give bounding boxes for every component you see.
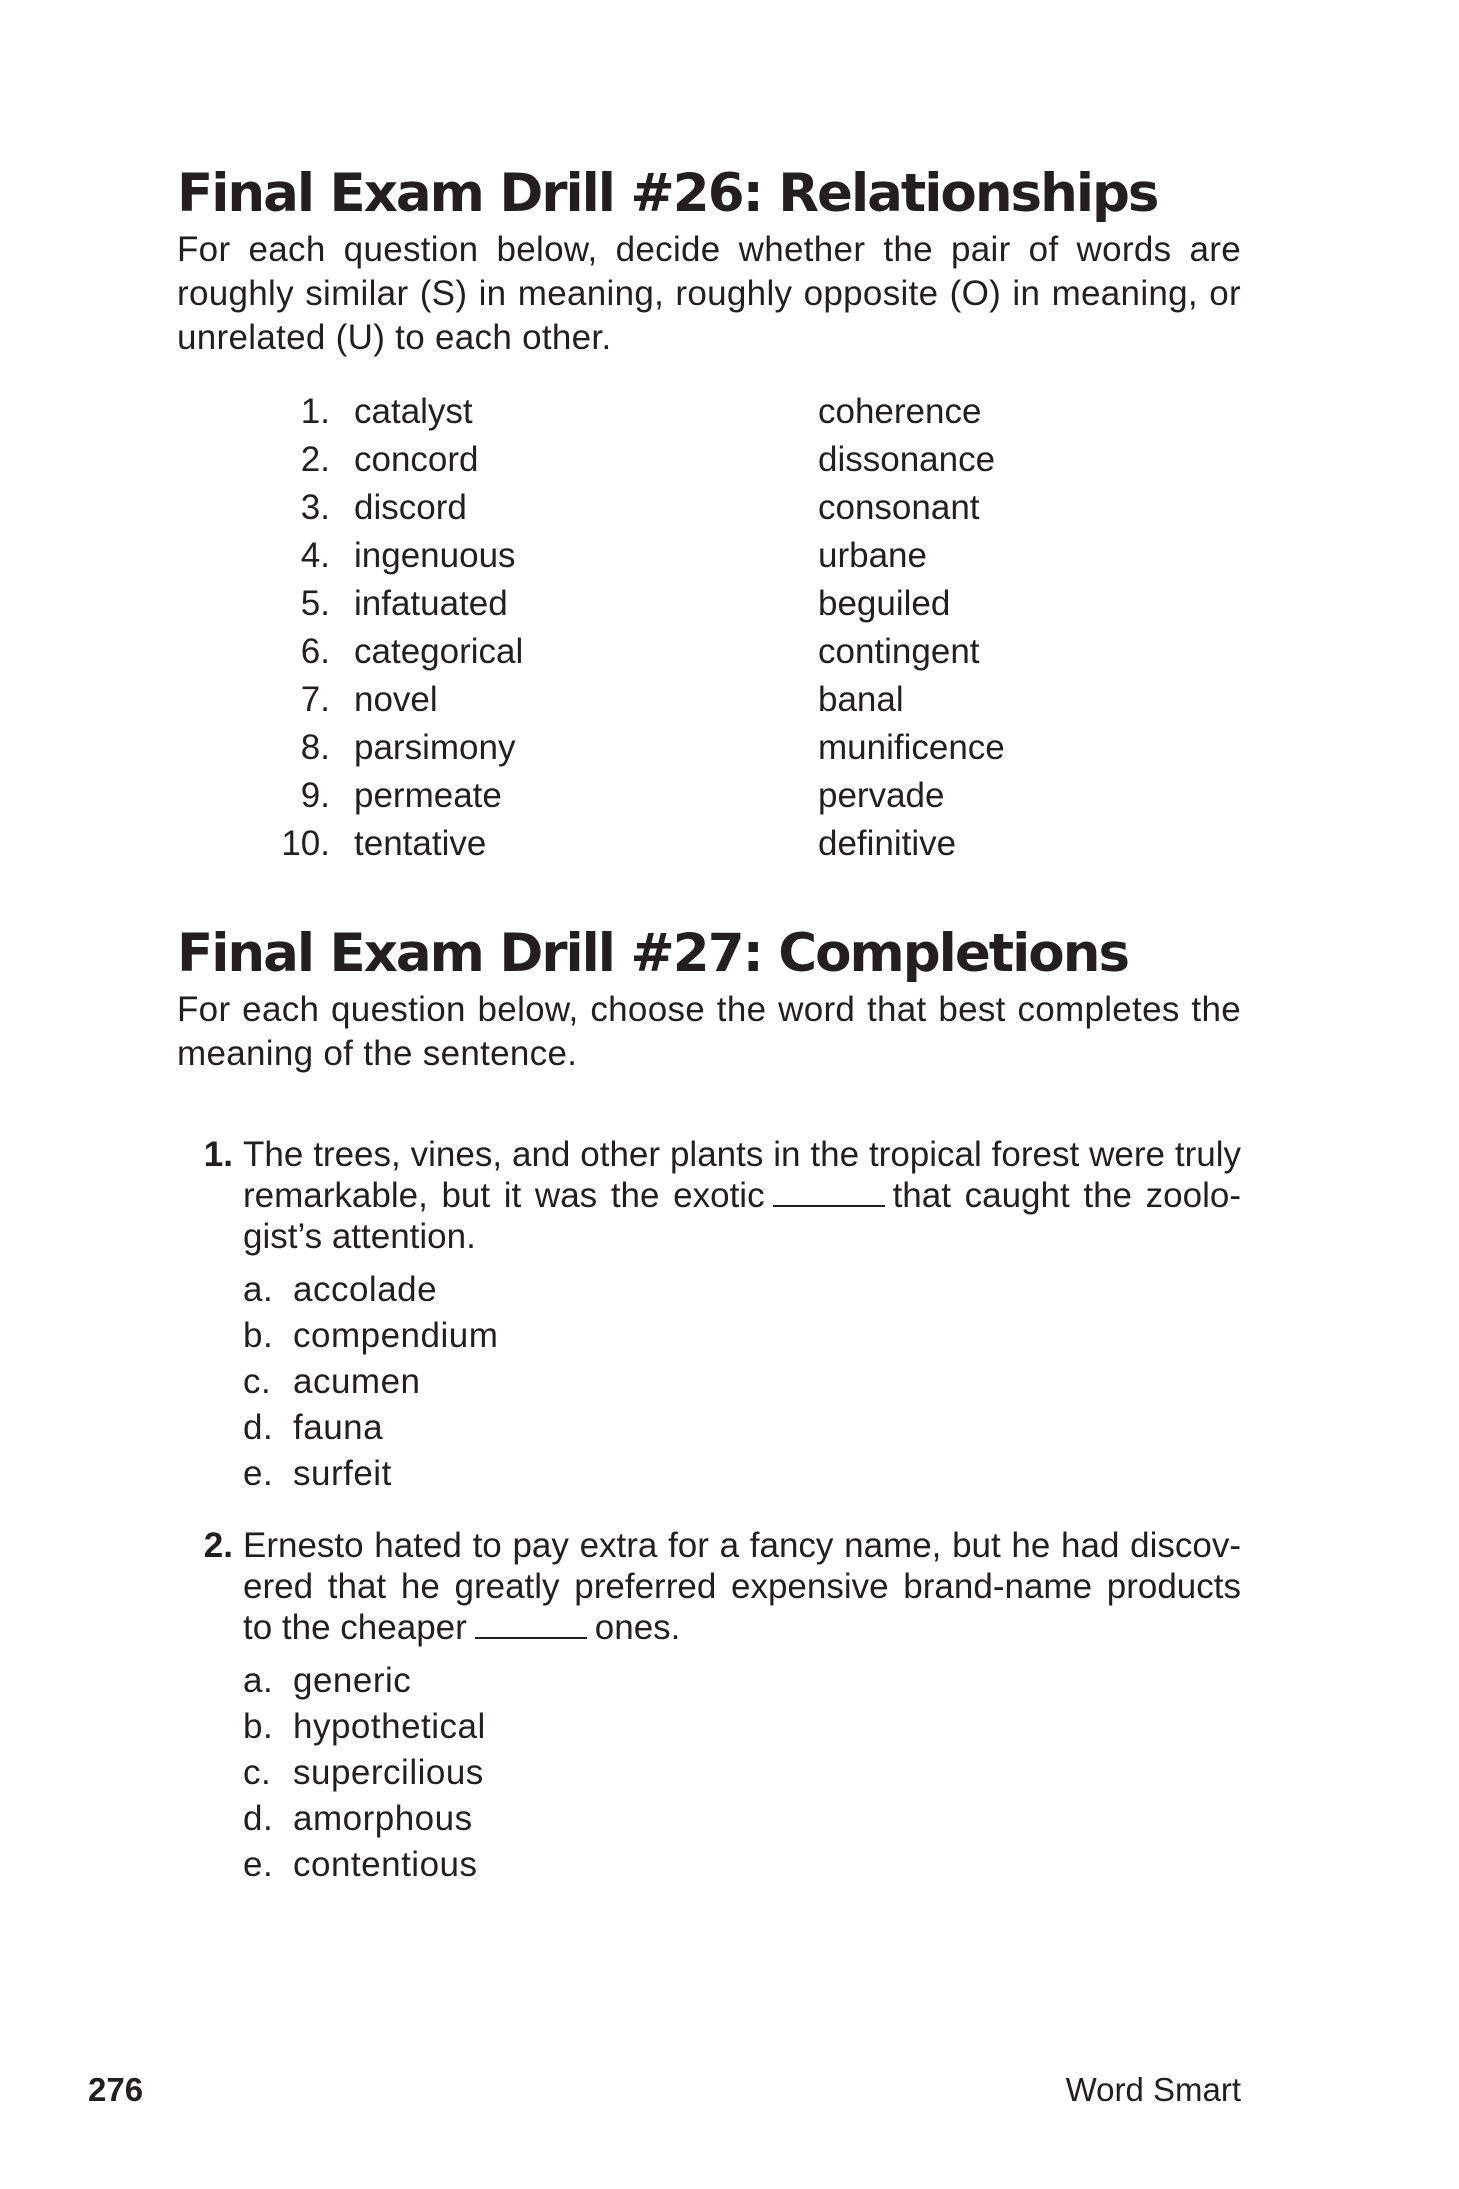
relationship-row <box>177 580 1241 628</box>
choice-item[interactable] <box>243 1796 1241 1842</box>
question-text-before: The trees, vines, and other plants in the tropical forest were truly remarkable, but it was the exotic <box>243 1135 1241 1215</box>
relationship-word-2: urbane <box>818 536 927 575</box>
relationship-word-2: beguiled <box>818 584 951 623</box>
relationship-number: 10. <box>281 824 330 863</box>
relationship-word-2: munificence <box>818 728 1005 767</box>
choice-letter: c. <box>243 1362 272 1401</box>
relationship-list <box>177 388 1241 868</box>
page-content <box>177 160 1241 1916</box>
question-text <box>243 1525 1241 1648</box>
question-body <box>243 1134 1241 1497</box>
drill-27-instructions: For each question below, choose the word that best completes the meaning of the sentence. <box>177 990 1241 1073</box>
relationship-word-1: catalyst <box>354 392 473 431</box>
drill-26-section <box>177 160 1241 868</box>
choice-word: amorphous <box>293 1799 473 1838</box>
relationship-word-1: infatuated <box>354 584 508 623</box>
choice-letter: e. <box>243 1845 274 1884</box>
question-body <box>243 1525 1241 1888</box>
choice-word: hypothetical <box>293 1707 486 1746</box>
drill-26-heading: Final Exam Drill #26: Relationships <box>177 163 1158 224</box>
relationship-row <box>177 388 1241 436</box>
choice-word: supercilious <box>293 1753 484 1792</box>
choice-letter: e. <box>243 1454 274 1493</box>
question-number: 2. <box>203 1526 233 1565</box>
relationship-row <box>177 724 1241 772</box>
relationship-word-2: pervade <box>818 776 945 815</box>
choice-list <box>243 1658 1241 1888</box>
choice-letter: a. <box>243 1661 274 1700</box>
choice-letter: b. <box>243 1707 274 1746</box>
relationship-word-2: definitive <box>818 824 957 863</box>
answer-blank <box>773 1177 885 1207</box>
question-text-after: ones. <box>594 1608 681 1647</box>
choice-item[interactable] <box>243 1359 1241 1405</box>
choice-item[interactable] <box>243 1842 1241 1888</box>
relationship-row <box>177 676 1241 724</box>
choice-item[interactable] <box>243 1313 1241 1359</box>
choice-word: generic <box>293 1661 412 1700</box>
question-text-before: Ernesto hated to pay extra for a fancy name, but he had discov-ered that he greatly preferred expensive brand-name products to the cheaper <box>243 1526 1241 1647</box>
choice-word: fauna <box>293 1408 384 1447</box>
book-title: Word Smart <box>1065 2071 1241 2108</box>
choice-letter: a. <box>243 1270 274 1309</box>
relationship-word-2: coherence <box>818 392 982 431</box>
relationship-word-1: permeate <box>354 776 502 815</box>
relationship-number: 7. <box>300 680 330 719</box>
question-text-after: that caught the zoolo-gist’s attention. <box>243 1176 1241 1256</box>
relationship-word-1: concord <box>354 440 479 479</box>
choice-item[interactable] <box>243 1658 1241 1704</box>
relationship-number: 1. <box>300 392 330 431</box>
question-number: 1. <box>203 1135 233 1174</box>
choice-letter: b. <box>243 1316 274 1355</box>
relationship-word-1: categorical <box>354 632 524 671</box>
relationship-number: 3. <box>300 488 330 527</box>
relationship-word-2: dissonance <box>818 440 996 479</box>
relationship-number: 9. <box>300 776 330 815</box>
relationship-row <box>177 820 1241 868</box>
relationship-word-1: parsimony <box>354 728 516 767</box>
choice-word: acumen <box>293 1362 421 1401</box>
choice-list <box>243 1267 1241 1497</box>
choice-letter: d. <box>243 1799 274 1838</box>
choice-word: surfeit <box>293 1454 392 1493</box>
relationship-word-1: discord <box>354 488 467 527</box>
relationship-number: 6. <box>300 632 330 671</box>
drill-27-heading: Final Exam Drill #27: Completions <box>177 923 1128 984</box>
drill-27-section <box>177 920 1241 1888</box>
choice-letter: c. <box>243 1753 272 1792</box>
choice-word: compendium <box>293 1316 499 1355</box>
relationship-number: 2. <box>300 440 330 479</box>
relationship-word-2: banal <box>818 680 904 719</box>
page-footer <box>88 2070 1241 2110</box>
relationship-row <box>177 484 1241 532</box>
relationship-word-2: contingent <box>818 632 980 671</box>
choice-word: contentious <box>293 1845 478 1884</box>
relationship-row <box>177 532 1241 580</box>
relationship-word-1: ingenuous <box>354 536 516 575</box>
drill-26-instructions: For each question below, decide whether the pair of words are roughly similar (S) in meaning, roughly opposite (O) in meaning, or unrelated (U) to each other. <box>177 230 1241 357</box>
question-2 <box>177 1525 1241 1888</box>
relationship-number: 4. <box>300 536 330 575</box>
relationship-word-2: consonant <box>818 488 980 527</box>
relationship-number: 5. <box>300 584 330 623</box>
choice-item[interactable] <box>243 1704 1241 1750</box>
relationship-row <box>177 628 1241 676</box>
question-1 <box>177 1134 1241 1497</box>
relationship-word-1: novel <box>354 680 438 719</box>
choice-letter: d. <box>243 1408 274 1447</box>
choice-item[interactable] <box>243 1451 1241 1497</box>
choice-item[interactable] <box>243 1405 1241 1451</box>
relationship-row <box>177 772 1241 820</box>
choice-word: accolade <box>293 1270 438 1309</box>
page-number: 276 <box>88 2071 144 2108</box>
relationship-row <box>177 436 1241 484</box>
choice-item[interactable] <box>243 1750 1241 1796</box>
relationship-word-1: tentative <box>354 824 487 863</box>
question-text <box>243 1134 1241 1257</box>
answer-blank <box>475 1609 587 1639</box>
relationship-number: 8. <box>300 728 330 767</box>
choice-item[interactable] <box>243 1267 1241 1313</box>
question-list <box>177 1134 1241 1888</box>
